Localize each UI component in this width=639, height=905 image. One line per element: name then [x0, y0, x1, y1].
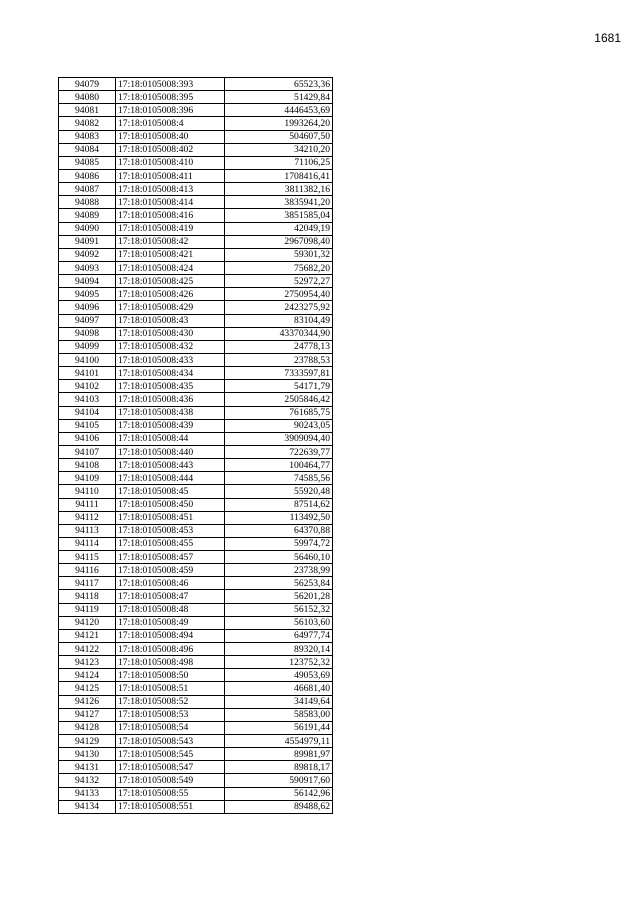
cadastral-number-cell: 17:18:0105008:426: [116, 288, 225, 301]
value-cell: 89818,17: [225, 761, 333, 774]
value-cell: 2505846,42: [225, 393, 333, 406]
value-cell: 3835941,20: [225, 196, 333, 209]
row-number-cell: 94102: [59, 380, 116, 393]
value-cell: 100464,77: [225, 459, 333, 472]
table-row: [59, 669, 333, 682]
row-number-cell: 94089: [59, 209, 116, 222]
value-cell: 34210,20: [225, 143, 333, 156]
value-cell: 65523,36: [225, 78, 333, 91]
row-number-cell: 94086: [59, 169, 116, 182]
table-row: [59, 761, 333, 774]
cadastral-number-cell: 17:18:0105008:439: [116, 419, 225, 432]
table-row: [59, 708, 333, 721]
table-row: [59, 406, 333, 419]
row-number-cell: 94109: [59, 472, 116, 485]
cadastral-number-cell: 17:18:0105008:438: [116, 406, 225, 419]
row-number-cell: 94092: [59, 248, 116, 261]
value-cell: 75682,20: [225, 261, 333, 274]
table-row: [59, 616, 333, 629]
page-number: 1681: [594, 31, 621, 45]
table-row: [59, 327, 333, 340]
table-row: [59, 445, 333, 458]
table-row: [59, 261, 333, 274]
table-row: [59, 590, 333, 603]
cadastral-number-cell: 17:18:0105008:457: [116, 551, 225, 564]
row-number-cell: 94133: [59, 787, 116, 800]
row-number-cell: 94105: [59, 419, 116, 432]
row-number-cell: 94093: [59, 261, 116, 274]
value-cell: 89981,97: [225, 748, 333, 761]
row-number-cell: 94134: [59, 800, 116, 813]
value-cell: 64370,88: [225, 524, 333, 537]
row-number-cell: 94100: [59, 353, 116, 366]
table-row: [59, 511, 333, 524]
cadastral-number-cell: 17:18:0105008:53: [116, 708, 225, 721]
table-row: [59, 774, 333, 787]
row-number-cell: 94084: [59, 143, 116, 156]
cadastral-number-cell: 17:18:0105008:496: [116, 643, 225, 656]
value-cell: 56460,10: [225, 551, 333, 564]
row-number-cell: 94097: [59, 314, 116, 327]
table-row: [59, 156, 333, 169]
row-number-cell: 94132: [59, 774, 116, 787]
table-row: [59, 143, 333, 156]
table-row: [59, 353, 333, 366]
value-cell: 2750954,40: [225, 288, 333, 301]
row-number-cell: 94114: [59, 537, 116, 550]
cadastral-number-cell: 17:18:0105008:45: [116, 485, 225, 498]
cadastral-number-cell: 17:18:0105008:402: [116, 143, 225, 156]
table-row: [59, 419, 333, 432]
row-number-cell: 94098: [59, 327, 116, 340]
cadastral-number-cell: 17:18:0105008:547: [116, 761, 225, 774]
cadastral-number-cell: 17:18:0105008:434: [116, 367, 225, 380]
cadastral-number-cell: 17:18:0105008:393: [116, 78, 225, 91]
table-row: [59, 603, 333, 616]
row-number-cell: 94120: [59, 616, 116, 629]
table-row: [59, 643, 333, 656]
table-row: [59, 695, 333, 708]
cadastral-number-cell: 17:18:0105008:430: [116, 327, 225, 340]
row-number-cell: 94128: [59, 721, 116, 734]
row-number-cell: 94088: [59, 196, 116, 209]
cadastral-number-cell: 17:18:0105008:51: [116, 682, 225, 695]
value-cell: 52972,27: [225, 275, 333, 288]
row-number-cell: 94106: [59, 432, 116, 445]
value-cell: 59301,32: [225, 248, 333, 261]
cadastral-number-cell: 17:18:0105008:433: [116, 353, 225, 366]
row-number-cell: 94115: [59, 551, 116, 564]
cadastral-number-cell: 17:18:0105008:459: [116, 564, 225, 577]
cadastral-number-cell: 17:18:0105008:551: [116, 800, 225, 813]
value-cell: 504607,50: [225, 130, 333, 143]
cadastral-number-cell: 17:18:0105008:494: [116, 629, 225, 642]
table-row: [59, 551, 333, 564]
cadastral-number-cell: 17:18:0105008:4: [116, 117, 225, 130]
value-cell: 46681,40: [225, 682, 333, 695]
value-cell: 58583,00: [225, 708, 333, 721]
value-cell: 113492,50: [225, 511, 333, 524]
value-cell: 4554979,11: [225, 735, 333, 748]
row-number-cell: 94080: [59, 91, 116, 104]
value-cell: 7333597,81: [225, 367, 333, 380]
value-cell: 23738,99: [225, 564, 333, 577]
table-row: [59, 367, 333, 380]
row-number-cell: 94117: [59, 577, 116, 590]
cadastral-number-cell: 17:18:0105008:416: [116, 209, 225, 222]
value-cell: 590917,60: [225, 774, 333, 787]
table-row: [59, 314, 333, 327]
row-number-cell: 94129: [59, 735, 116, 748]
table-row: [59, 629, 333, 642]
cadastral-number-cell: 17:18:0105008:455: [116, 537, 225, 550]
table-body: [59, 78, 333, 814]
value-cell: 49053,69: [225, 669, 333, 682]
value-cell: 71106,25: [225, 156, 333, 169]
row-number-cell: 94083: [59, 130, 116, 143]
row-number-cell: 94124: [59, 669, 116, 682]
row-number-cell: 94110: [59, 485, 116, 498]
row-number-cell: 94104: [59, 406, 116, 419]
row-number-cell: 94118: [59, 590, 116, 603]
cadastral-number-cell: 17:18:0105008:50: [116, 669, 225, 682]
cadastral-number-cell: 17:18:0105008:432: [116, 340, 225, 353]
value-cell: 56103,60: [225, 616, 333, 629]
row-number-cell: 94111: [59, 498, 116, 511]
value-cell: 56142,96: [225, 787, 333, 800]
table-row: [59, 183, 333, 196]
value-cell: 89488,62: [225, 800, 333, 813]
value-cell: 55920,48: [225, 485, 333, 498]
value-cell: 56152,32: [225, 603, 333, 616]
table-row: [59, 78, 333, 91]
row-number-cell: 94094: [59, 275, 116, 288]
row-number-cell: 94081: [59, 104, 116, 117]
table-row: [59, 472, 333, 485]
table-row: [59, 393, 333, 406]
table-row: [59, 340, 333, 353]
cadastral-number-cell: 17:18:0105008:451: [116, 511, 225, 524]
table-row: [59, 432, 333, 445]
value-cell: 74585,56: [225, 472, 333, 485]
value-cell: 51429,84: [225, 91, 333, 104]
table-row: [59, 380, 333, 393]
row-number-cell: 94099: [59, 340, 116, 353]
cadastral-number-cell: 17:18:0105008:54: [116, 721, 225, 734]
row-number-cell: 94103: [59, 393, 116, 406]
cadastral-number-cell: 17:18:0105008:44: [116, 432, 225, 445]
row-number-cell: 94112: [59, 511, 116, 524]
table-row: [59, 735, 333, 748]
row-number-cell: 94108: [59, 459, 116, 472]
cadastral-value-table: [58, 77, 333, 814]
value-cell: 34149,64: [225, 695, 333, 708]
cadastral-number-cell: 17:18:0105008:453: [116, 524, 225, 537]
value-cell: 123752,32: [225, 656, 333, 669]
table-row: [59, 498, 333, 511]
value-cell: 54171,79: [225, 380, 333, 393]
value-cell: 2967098,40: [225, 235, 333, 248]
row-number-cell: 94113: [59, 524, 116, 537]
table-row: [59, 721, 333, 734]
table-row: [59, 524, 333, 537]
value-cell: 87514,62: [225, 498, 333, 511]
cadastral-number-cell: 17:18:0105008:440: [116, 445, 225, 458]
table-row: [59, 577, 333, 590]
cadastral-number-cell: 17:18:0105008:429: [116, 301, 225, 314]
value-cell: 1708416,41: [225, 169, 333, 182]
value-cell: 1993264,20: [225, 117, 333, 130]
table-row: [59, 682, 333, 695]
cadastral-number-cell: 17:18:0105008:40: [116, 130, 225, 143]
table-row: [59, 117, 333, 130]
row-number-cell: 94125: [59, 682, 116, 695]
table-row: [59, 656, 333, 669]
value-cell: 761685,75: [225, 406, 333, 419]
value-cell: 3811382,16: [225, 183, 333, 196]
row-number-cell: 94127: [59, 708, 116, 721]
value-cell: 23788,53: [225, 353, 333, 366]
cadastral-number-cell: 17:18:0105008:395: [116, 91, 225, 104]
table-row: [59, 459, 333, 472]
table-row: [59, 235, 333, 248]
cadastral-number-cell: 17:18:0105008:444: [116, 472, 225, 485]
table-row: [59, 748, 333, 761]
row-number-cell: 94090: [59, 222, 116, 235]
value-cell: 83104,49: [225, 314, 333, 327]
cadastral-number-cell: 17:18:0105008:55: [116, 787, 225, 800]
cadastral-number-cell: 17:18:0105008:545: [116, 748, 225, 761]
table-row: [59, 130, 333, 143]
row-number-cell: 94085: [59, 156, 116, 169]
cadastral-number-cell: 17:18:0105008:413: [116, 183, 225, 196]
cadastral-number-cell: 17:18:0105008:52: [116, 695, 225, 708]
value-cell: 3851585,04: [225, 209, 333, 222]
table-row: [59, 104, 333, 117]
table-row: [59, 301, 333, 314]
value-cell: 42049,19: [225, 222, 333, 235]
row-number-cell: 94116: [59, 564, 116, 577]
value-cell: 89320,14: [225, 643, 333, 656]
cadastral-number-cell: 17:18:0105008:435: [116, 380, 225, 393]
table-row: [59, 209, 333, 222]
cadastral-number-cell: 17:18:0105008:49: [116, 616, 225, 629]
cadastral-number-cell: 17:18:0105008:46: [116, 577, 225, 590]
table-row: [59, 564, 333, 577]
value-cell: 56253,84: [225, 577, 333, 590]
value-cell: 3909094,40: [225, 432, 333, 445]
row-number-cell: 94107: [59, 445, 116, 458]
value-cell: 64977,74: [225, 629, 333, 642]
value-cell: 56201,28: [225, 590, 333, 603]
cadastral-number-cell: 17:18:0105008:411: [116, 169, 225, 182]
row-number-cell: 94095: [59, 288, 116, 301]
row-number-cell: 94096: [59, 301, 116, 314]
value-cell: 4446453,69: [225, 104, 333, 117]
table-row: [59, 196, 333, 209]
table-row: [59, 248, 333, 261]
row-number-cell: 94091: [59, 235, 116, 248]
row-number-cell: 94123: [59, 656, 116, 669]
cadastral-number-cell: 17:18:0105008:549: [116, 774, 225, 787]
table-row: [59, 169, 333, 182]
row-number-cell: 94131: [59, 761, 116, 774]
cadastral-number-cell: 17:18:0105008:436: [116, 393, 225, 406]
cadastral-number-cell: 17:18:0105008:396: [116, 104, 225, 117]
table-row: [59, 537, 333, 550]
cadastral-number-cell: 17:18:0105008:421: [116, 248, 225, 261]
cadastral-number-cell: 17:18:0105008:425: [116, 275, 225, 288]
table-row: [59, 275, 333, 288]
cadastral-number-cell: 17:18:0105008:424: [116, 261, 225, 274]
row-number-cell: 94082: [59, 117, 116, 130]
table-row: [59, 288, 333, 301]
cadastral-number-cell: 17:18:0105008:543: [116, 735, 225, 748]
row-number-cell: 94101: [59, 367, 116, 380]
row-number-cell: 94087: [59, 183, 116, 196]
cadastral-number-cell: 17:18:0105008:450: [116, 498, 225, 511]
cadastral-number-cell: 17:18:0105008:414: [116, 196, 225, 209]
table-row: [59, 485, 333, 498]
row-number-cell: 94121: [59, 629, 116, 642]
cadastral-number-cell: 17:18:0105008:42: [116, 235, 225, 248]
value-cell: 24778,13: [225, 340, 333, 353]
cadastral-number-cell: 17:18:0105008:443: [116, 459, 225, 472]
cadastral-number-cell: 17:18:0105008:498: [116, 656, 225, 669]
row-number-cell: 94122: [59, 643, 116, 656]
table-row: [59, 222, 333, 235]
cadastral-number-cell: 17:18:0105008:43: [116, 314, 225, 327]
value-cell: 90243,05: [225, 419, 333, 432]
value-cell: 722639,77: [225, 445, 333, 458]
value-cell: 43370344,90: [225, 327, 333, 340]
table-row: [59, 91, 333, 104]
row-number-cell: 94126: [59, 695, 116, 708]
cadastral-number-cell: 17:18:0105008:48: [116, 603, 225, 616]
cadastral-number-cell: 17:18:0105008:410: [116, 156, 225, 169]
table-row: [59, 800, 333, 813]
row-number-cell: 94079: [59, 78, 116, 91]
row-number-cell: 94119: [59, 603, 116, 616]
cadastral-number-cell: 17:18:0105008:419: [116, 222, 225, 235]
table-row: [59, 787, 333, 800]
cadastral-number-cell: 17:18:0105008:47: [116, 590, 225, 603]
value-cell: 56191,44: [225, 721, 333, 734]
value-cell: 59974,72: [225, 537, 333, 550]
row-number-cell: 94130: [59, 748, 116, 761]
value-cell: 2423275,92: [225, 301, 333, 314]
